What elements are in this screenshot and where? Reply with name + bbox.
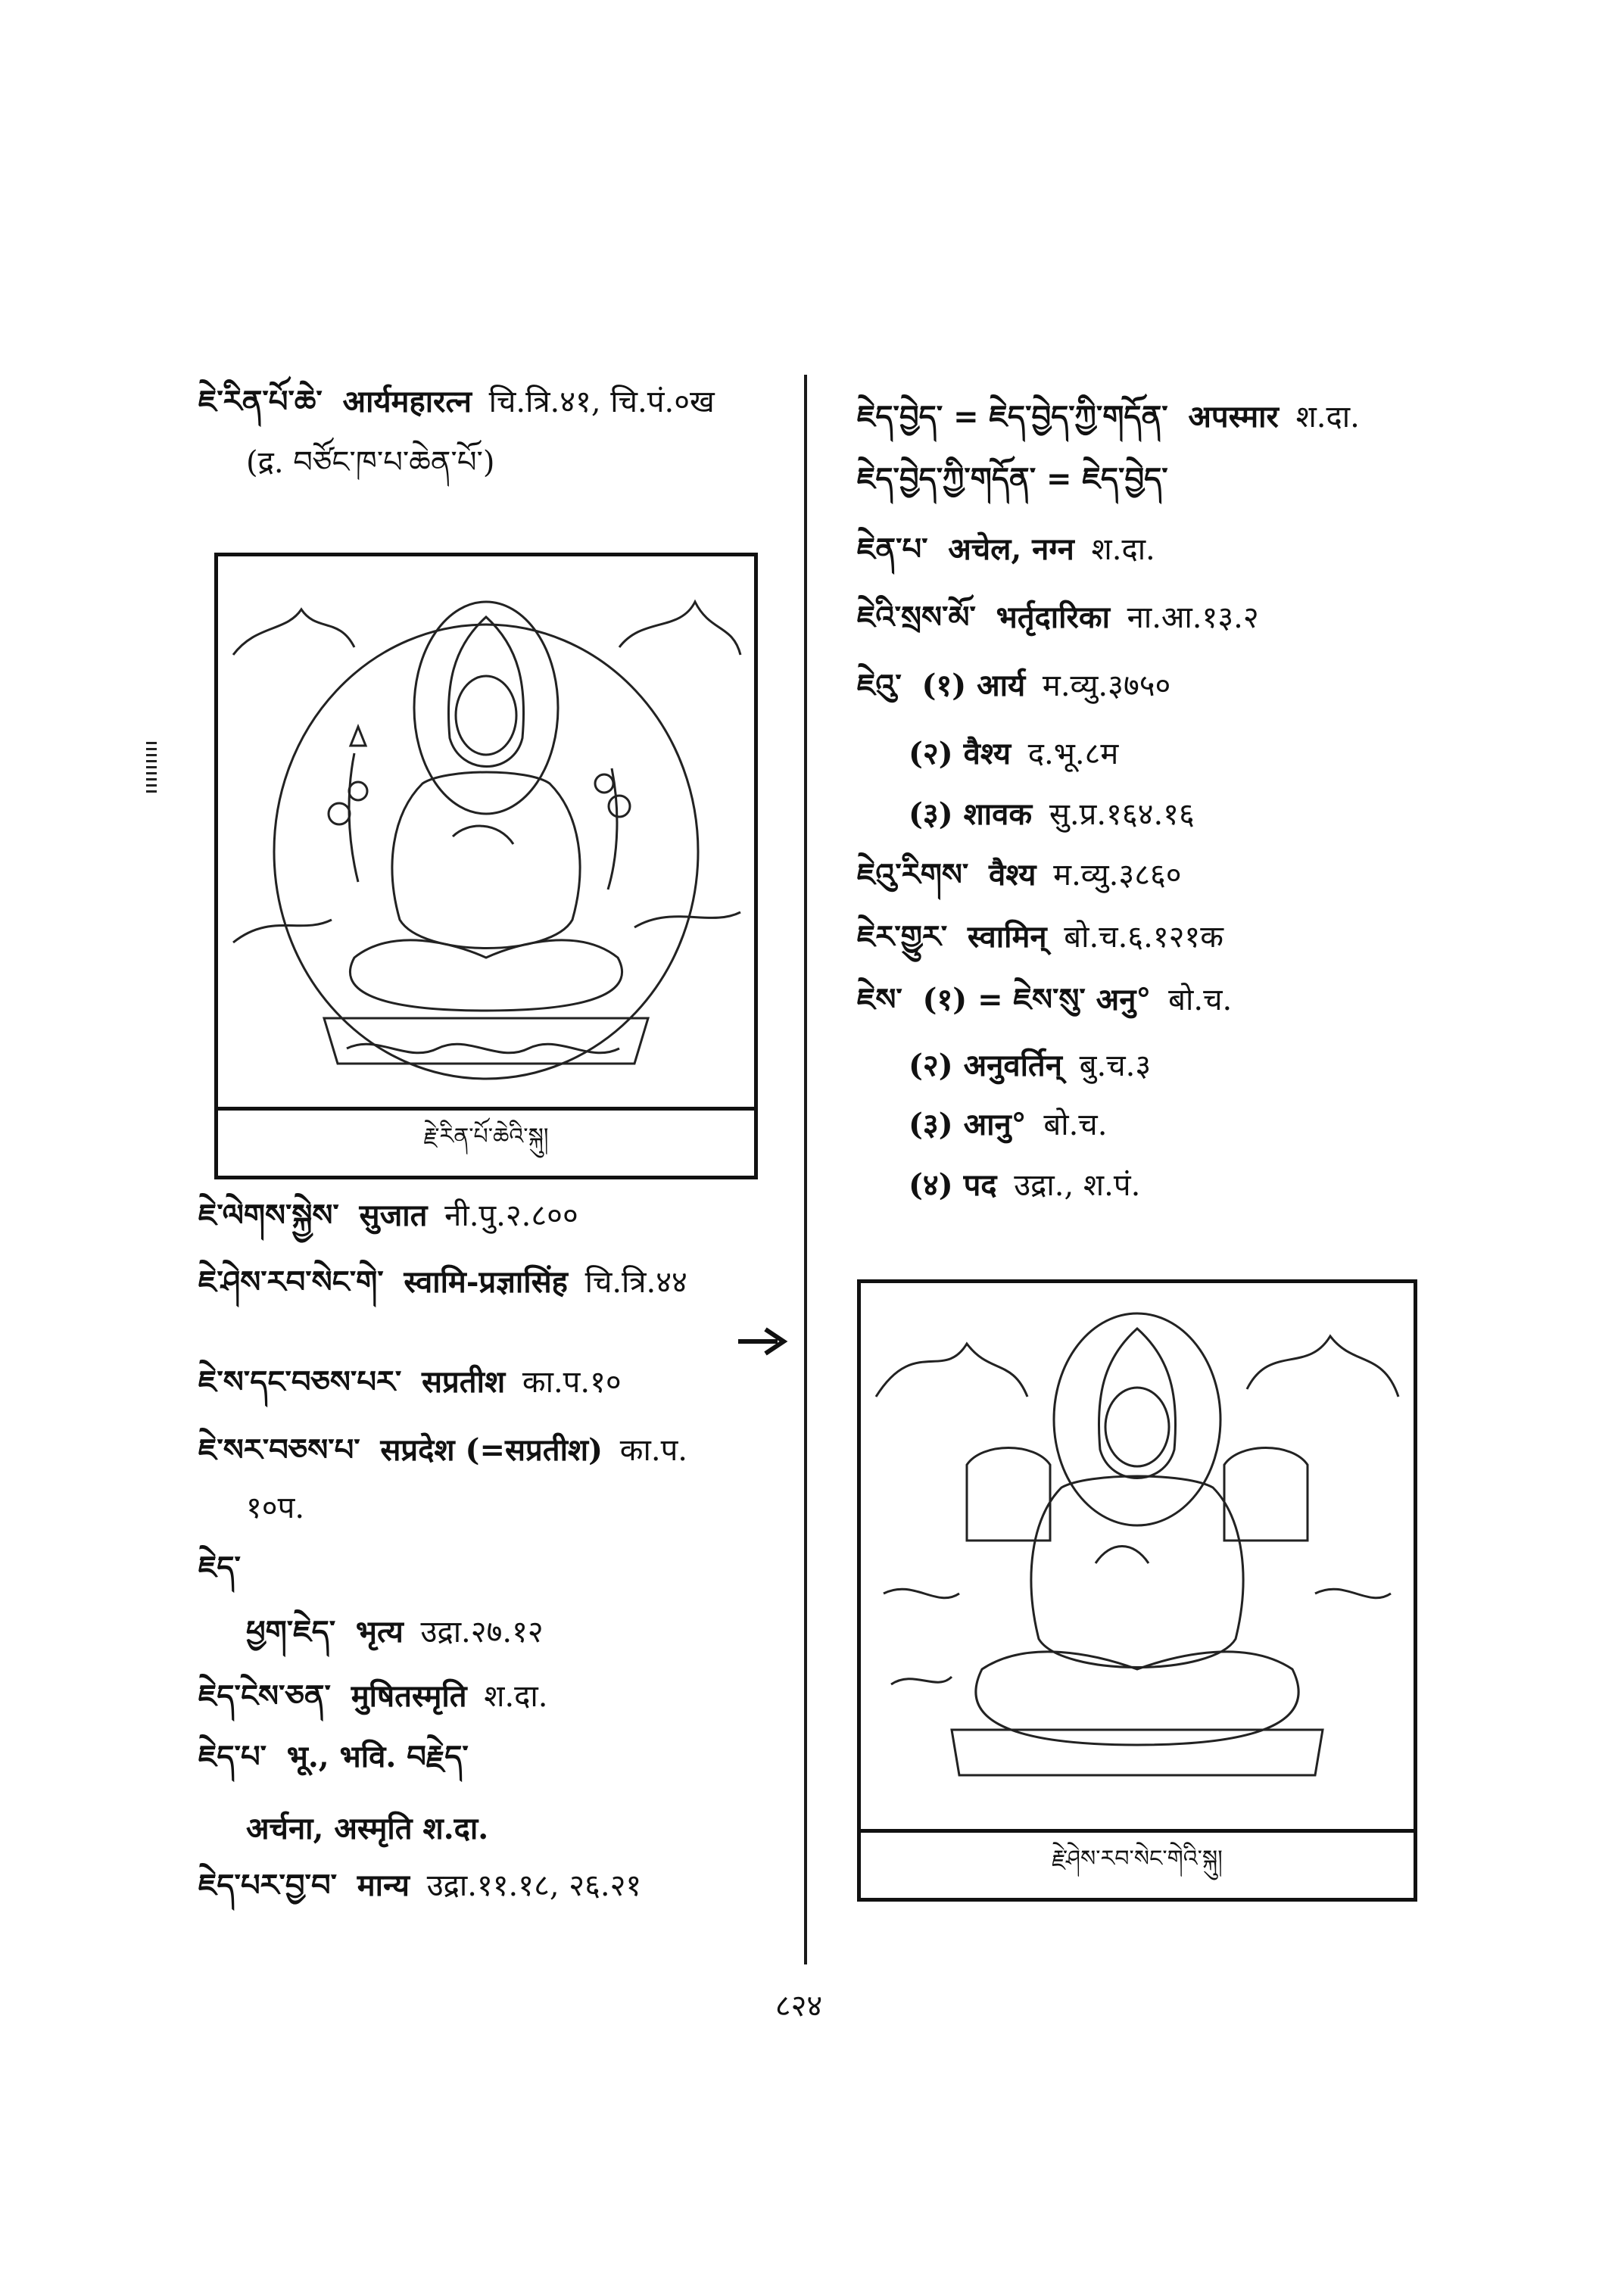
sanskrit-equivalent: मुषितस्मृति <box>351 1678 467 1714</box>
reference: श.दा. <box>1091 532 1155 567</box>
sanskrit-equivalent: (१) = ཇེས་སུ་ अनु° <box>922 982 1152 1017</box>
left-entry-2 <box>198 1196 578 1235</box>
left-entry-5 <box>198 1431 687 1470</box>
left-entry-5-continued: १०प. <box>246 1491 305 1525</box>
right-entry-2 <box>857 460 1179 499</box>
reference: बु.च.३ <box>1079 1048 1152 1083</box>
tibetan-headword: ཇེད་ངེས་ཅན་ <box>198 1678 331 1714</box>
tibetan-headword: ཇེ་ས་དང་བཅས་པར་ <box>198 1364 402 1400</box>
figure-caption-box <box>218 1107 754 1176</box>
right-entry-6 <box>857 855 1182 895</box>
margin-tick-marks <box>146 742 157 795</box>
sanskrit-equivalent: अपस्मार <box>1188 399 1279 435</box>
reference: म.व्यु.३८६० <box>1053 858 1182 893</box>
sanskrit-equivalent: आर्यमहारत्न <box>342 384 472 419</box>
right-entry-5-sense-3 <box>909 795 1195 834</box>
sanskrit-equivalent: (४) पद <box>909 1167 997 1203</box>
left-entry-9 <box>198 1866 641 1905</box>
reference: बो.च. <box>1168 983 1233 1017</box>
right-entry-1 <box>857 397 1360 437</box>
left-entry-6 <box>198 1548 251 1587</box>
figure-sherab-senge <box>857 1279 1417 1902</box>
tibetan-headword: ཇེར་གྱུར་ <box>857 919 948 955</box>
reference: बो.च.६.१२१क <box>1064 920 1223 955</box>
reference: चि.त्रि.४१, चि.पं.०ख <box>488 385 715 419</box>
sanskrit-equivalent: भर्तृदारिका <box>996 600 1110 635</box>
right-entry-8-sense-4 <box>909 1166 1140 1205</box>
reference: ना.आ.१३.२ <box>1127 600 1259 635</box>
tibetan-headword: ཇེ་རིན་པོ་ཆེ་ <box>198 384 323 419</box>
reference: श.दा. <box>484 1679 548 1714</box>
left-entry-7 <box>198 1677 547 1716</box>
sanskrit-equivalent: (२) वैश्य <box>909 736 1011 771</box>
right-entry-3 <box>857 530 1155 569</box>
sanskrit-equivalent: मान्य <box>357 1868 410 1903</box>
tibetan-headword: ཇེད་བྱེད་ཀྱི་གདོན་ = ཇེད་བྱེད་ <box>857 461 1168 497</box>
tibetan-headword: ཇེ་ཤེས་རབ་སེང་གེ་ <box>198 1264 384 1300</box>
sanskrit-equivalent: सप्रदेश (=सप्रतीश) <box>380 1432 603 1468</box>
reference: श.दा. <box>1295 400 1360 435</box>
sanskrit-equivalent: (१) आर्य <box>921 668 1026 703</box>
right-entry-8-sense-3 <box>909 1105 1107 1145</box>
arrow-icon <box>738 1326 791 1357</box>
tibetan-headword: ཇེད་ <box>198 1550 241 1585</box>
right-entry-5-sense-2 <box>909 734 1118 774</box>
tibetan-headword: ཇེའུ་ <box>857 668 902 703</box>
left-entry-6-sub <box>246 1612 544 1652</box>
figure-illustration <box>868 1291 1406 1821</box>
reference: उद्रा.२७.१२ <box>420 1615 544 1650</box>
figure-caption-box <box>861 1829 1414 1898</box>
tibetan-headword: ཇེད་བྱེད་ = ཇེད་བྱེད་ཀྱི་གདོན་ <box>857 399 1168 435</box>
reference: बो.च. <box>1043 1108 1108 1142</box>
sanskrit-equivalent: भृत्य <box>355 1614 404 1650</box>
sanskrit-equivalent: स्वामि-प्रज्ञासिंह <box>404 1264 568 1300</box>
figure-illustration <box>226 564 747 1103</box>
page-number: ८२४ <box>775 1989 823 2024</box>
left-entry-1 <box>198 382 715 422</box>
sanskrit-equivalent: सप्रतीश <box>422 1364 506 1400</box>
figure-caption: རྗེ་ཤེས་རབ་སེང་གེའི་སྐུ། <box>1052 1846 1223 1872</box>
right-entry-7 <box>857 918 1223 957</box>
right-entry-4 <box>857 598 1259 637</box>
sanskrit-equivalent: सुजात <box>359 1198 428 1233</box>
tibetan-headword: ཇེ་ལེགས་སྐྱེས་ <box>198 1198 339 1233</box>
reference: म.व्यु.३७५० <box>1042 668 1171 703</box>
left-entry-1-note: (द्र. བཙོང་ཁ་པ་ཆེན་པོ་) <box>246 445 495 480</box>
sanskrit-equivalent: स्वामिन् <box>967 919 1047 955</box>
sanskrit-equivalent: वैश्य <box>989 857 1036 893</box>
figure-tsongkhapa <box>214 553 758 1179</box>
sanskrit-equivalent: भू., भवि. བརྗེད་ <box>286 1739 469 1774</box>
reference: का.प. <box>619 1433 688 1468</box>
left-entry-4 <box>198 1363 622 1402</box>
tibetan-headword: ཇེན་པ་ <box>857 531 928 567</box>
right-entry-5 <box>857 666 1170 706</box>
left-entry-8-continued: अर्चना, अस्मृति श.दा. <box>246 1811 489 1846</box>
tibetan-headword: ཇེའི་སྲས་མོ་ <box>857 600 976 635</box>
reference: चि.त्रि.४४ <box>584 1265 687 1300</box>
right-entry-8-sense-2 <box>909 1046 1151 1086</box>
sanskrit-equivalent: (२) अनुवर्तिन् <box>909 1048 1062 1083</box>
reference: उद्रा.११.१८, २६.२१ <box>426 1868 642 1903</box>
left-entry-3 <box>198 1263 687 1302</box>
tibetan-headword: ཇེད་པ་ <box>198 1739 267 1774</box>
reference: सु.प्र.१६४.१६ <box>1049 797 1195 832</box>
left-entry-8 <box>198 1737 469 1777</box>
tibetan-subword: ཕྱག་ཇེད་ <box>246 1614 336 1650</box>
sanskrit-equivalent: अचेल, नग्न <box>948 531 1074 567</box>
tibetan-headword: ཇེས་ <box>857 982 902 1017</box>
column-divider <box>804 375 807 1964</box>
reference: नी.पु.२.८०० <box>444 1198 578 1233</box>
figure-caption: རྗེ་རིན་པོ་ཆེའི་སྐུ། <box>423 1123 549 1150</box>
sanskrit-equivalent: (३) आनु° <box>909 1107 1027 1142</box>
reference: उद्रा., श.पं. <box>1014 1168 1141 1203</box>
tibetan-headword: ཇེ་སར་བཅས་པ་ <box>198 1432 360 1468</box>
right-entry-8 <box>857 980 1232 1020</box>
sanskrit-equivalent: (३) शावक <box>909 796 1033 832</box>
reference: का.प.१० <box>522 1365 622 1400</box>
reference: द.भू.८म <box>1027 737 1119 771</box>
tibetan-headword: ཇེའུ་རིགས་ <box>857 857 969 893</box>
tibetan-headword: ཇེད་པར་བྱ་བ་ <box>198 1868 337 1903</box>
